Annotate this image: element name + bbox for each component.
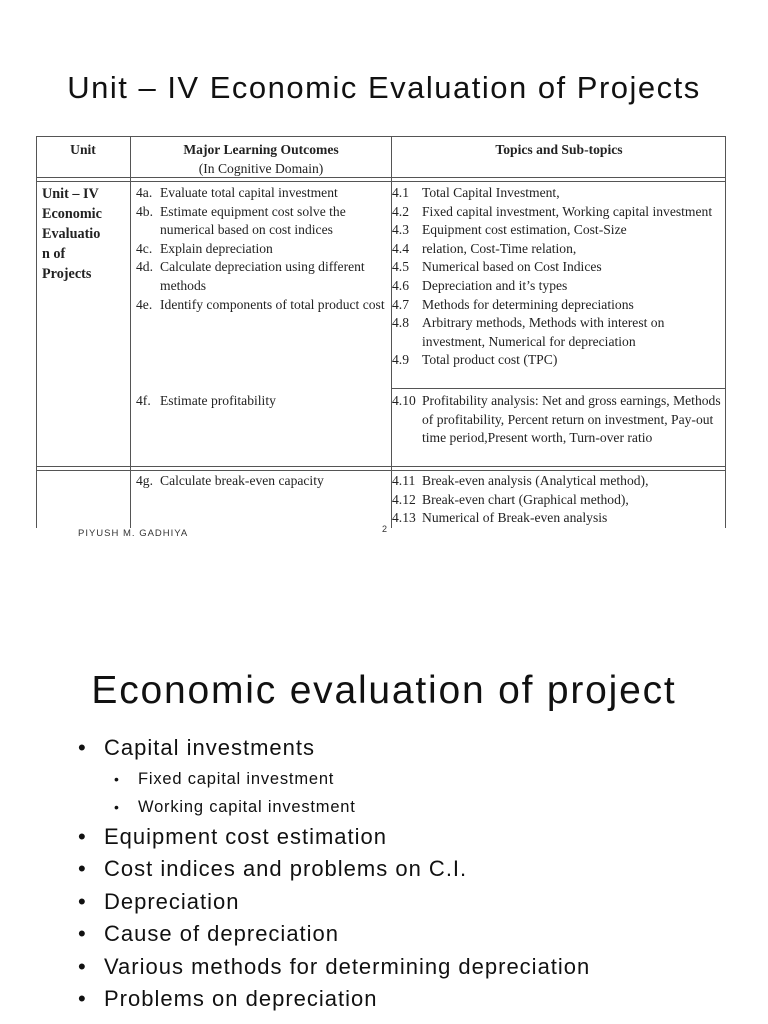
topic-text: Profitability analysis: Net and gross earnings, Methods of profitability, Percent return on investment, Pay-out time period,Present worth, Turn-over ratio bbox=[422, 393, 721, 446]
outcome-code: 4a. bbox=[136, 185, 153, 200]
bullet-item bbox=[74, 821, 590, 854]
bullet-text: Cause of depreciation bbox=[104, 921, 340, 946]
topic-code: 4.5 bbox=[392, 259, 409, 275]
header-outcomes-subtitle: (In Cognitive Domain) bbox=[198, 160, 324, 176]
bullet-text: Cost indices and problems on C.I. bbox=[104, 856, 468, 881]
topic-item bbox=[392, 392, 722, 448]
header-outcomes-title: Major Learning Outcomes bbox=[183, 142, 339, 157]
topic-item bbox=[392, 258, 726, 277]
bullet-dot-icon: • bbox=[78, 856, 87, 881]
bullet-dot-icon: • bbox=[114, 798, 120, 815]
topic-item bbox=[392, 240, 726, 259]
outcome-text: Calculate depreciation using different methods bbox=[160, 259, 365, 293]
bullet-dot-icon: • bbox=[78, 735, 87, 760]
header-outcomes bbox=[131, 141, 391, 178]
topic-text: relation, Cost-Time relation, bbox=[422, 240, 577, 256]
topic-item bbox=[392, 509, 726, 528]
header-topics: Topics and Sub-topics bbox=[495, 142, 623, 157]
outcomes-list bbox=[136, 184, 388, 314]
topic-code: 4.7 bbox=[392, 296, 409, 312]
topic-item bbox=[392, 277, 726, 296]
topic-code: 4.6 bbox=[392, 277, 409, 293]
unit-name-line: Evaluatio bbox=[42, 226, 101, 242]
topic-text: Numerical of Break-even analysis bbox=[422, 510, 608, 526]
outcome-code: 4b. bbox=[136, 203, 153, 219]
outcome-text: Estimate equipment cost solve the numerical based on cost indices bbox=[160, 203, 346, 238]
bullet-item bbox=[74, 983, 590, 1016]
outcome-item bbox=[136, 258, 388, 295]
topic-code: 4.2 bbox=[392, 203, 409, 219]
outcome-text: Calculate break-even capacity bbox=[160, 473, 324, 488]
bullet-item bbox=[74, 853, 590, 886]
unit-name-line: Unit – IV bbox=[42, 186, 99, 202]
outcome-text: Identify components of total product cost bbox=[160, 296, 385, 312]
bullet-list bbox=[74, 732, 590, 1016]
outcome-item bbox=[136, 240, 388, 259]
unit-name-line: Economic bbox=[42, 206, 102, 222]
bullet-dot-icon: • bbox=[78, 986, 87, 1011]
row-divider bbox=[36, 466, 726, 471]
bullet-item bbox=[74, 918, 590, 951]
syllabus-table bbox=[36, 136, 726, 528]
bullet-dot-icon: • bbox=[114, 770, 120, 787]
footer-author: PIYUSH M. GADHIYA bbox=[78, 528, 189, 539]
bullet-text: Fixed capital investment bbox=[138, 769, 335, 788]
bullet-item bbox=[74, 765, 590, 793]
topic-item bbox=[392, 203, 726, 222]
outcome-text: Evaluate total capital investment bbox=[160, 185, 338, 200]
outcome-item bbox=[136, 392, 388, 411]
header-unit: Unit bbox=[70, 142, 96, 157]
outcome-item bbox=[136, 296, 388, 315]
bullet-text: Depreciation bbox=[104, 888, 240, 914]
page-number: 2 bbox=[382, 524, 388, 534]
topic-text: Total Capital Investment, bbox=[422, 185, 560, 200]
outcome-text: Estimate profitability bbox=[160, 393, 276, 408]
bullet-text: Working capital investment bbox=[138, 797, 356, 816]
bullet-text: Various methods for determining depreciation bbox=[104, 953, 591, 979]
outcome-item bbox=[136, 203, 388, 240]
topic-item bbox=[392, 184, 726, 203]
outcome-item bbox=[136, 472, 388, 491]
outcome-code: 4g. bbox=[136, 473, 153, 488]
bullet-item bbox=[74, 886, 590, 919]
unit-name bbox=[42, 184, 128, 284]
bullet-text: Problems on depreciation bbox=[104, 986, 378, 1011]
topic-code: 4.9 bbox=[392, 352, 409, 368]
bullet-item bbox=[74, 732, 590, 765]
topic-code: 4.12 bbox=[392, 491, 416, 507]
topics-list bbox=[392, 184, 726, 370]
outcome-code: 4e. bbox=[136, 296, 153, 312]
topics-list bbox=[392, 472, 726, 528]
outcome-code: 4c. bbox=[136, 240, 153, 256]
bullet-dot-icon: • bbox=[78, 888, 87, 914]
topic-text: Equipment cost estimation, Cost-Size bbox=[422, 222, 627, 238]
bullet-dot-icon: • bbox=[78, 953, 87, 979]
outcome-text: Explain depreciation bbox=[160, 240, 273, 256]
topic-code: 4.10 bbox=[392, 393, 416, 408]
topic-item bbox=[392, 296, 726, 315]
topic-item bbox=[392, 351, 726, 370]
bullet-text: Capital investments bbox=[104, 735, 315, 760]
topic-code: 4.11 bbox=[392, 473, 416, 488]
outcome-code: 4f. bbox=[136, 393, 151, 408]
topic-text: Total product cost (TPC) bbox=[422, 352, 558, 368]
unit-name-line: n of bbox=[42, 246, 66, 262]
bullet-item bbox=[74, 951, 590, 984]
topic-text: Break-even analysis (Analytical method), bbox=[422, 473, 649, 488]
topic-text: Arbitrary methods, Methods with interest on investment, Numerical for depreciation bbox=[422, 315, 665, 349]
topic-code: 4.1 bbox=[392, 185, 409, 200]
topic-item bbox=[392, 472, 726, 491]
topic-item bbox=[392, 314, 726, 351]
unit-name-line: Projects bbox=[42, 266, 92, 282]
slide-title: Unit – IV Economic Evaluation of Projects bbox=[67, 70, 701, 105]
bullet-dot-icon: • bbox=[78, 921, 87, 946]
bullet-item bbox=[74, 793, 590, 821]
topic-code: 4.3 bbox=[392, 222, 409, 238]
bullet-dot-icon: • bbox=[78, 823, 87, 849]
outcome-item bbox=[136, 184, 388, 203]
topic-code: 4.13 bbox=[392, 510, 416, 526]
outcome-code: 4d. bbox=[136, 259, 153, 275]
topic-text: Break-even chart (Graphical method), bbox=[422, 491, 629, 507]
row-divider bbox=[391, 388, 726, 389]
bullet-text: Equipment cost estimation bbox=[104, 823, 388, 849]
slide-title: Economic evaluation of project bbox=[91, 669, 677, 712]
topic-text: Depreciation and it’s types bbox=[422, 277, 568, 293]
topic-item bbox=[392, 491, 726, 510]
topic-code: 4.8 bbox=[392, 315, 409, 331]
topic-item bbox=[392, 221, 726, 240]
topic-code: 4.4 bbox=[392, 240, 409, 256]
topic-text: Numerical based on Cost Indices bbox=[422, 259, 602, 275]
topic-text: Methods for determining depreciations bbox=[422, 296, 634, 312]
topic-text: Fixed capital investment, Working capital investment bbox=[422, 203, 713, 219]
